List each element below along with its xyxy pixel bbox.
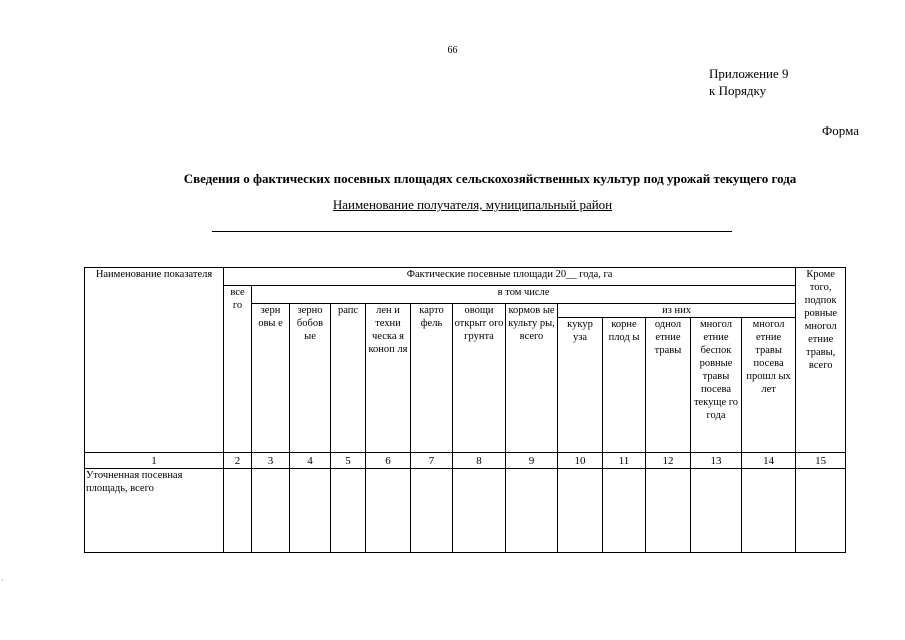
table-cell[interactable]	[796, 469, 846, 553]
column-number: 9	[506, 453, 558, 469]
header-sub-perennial-current: многол етние беспок ровные травы посева текуще го года	[691, 318, 742, 453]
header-col-fodder: кормов ые культу ры, всего	[506, 304, 558, 453]
column-number: 12	[646, 453, 691, 469]
column-number: 5	[331, 453, 366, 469]
table-cell[interactable]	[331, 469, 366, 553]
table-cell[interactable]	[558, 469, 603, 553]
header-sub-perennial-past: многол етние травы посева прошл ых лет	[742, 318, 796, 453]
table-cell[interactable]	[411, 469, 453, 553]
column-number: 6	[366, 453, 411, 469]
header-col-rapeseed: рапс	[331, 304, 366, 453]
document-title: Сведения о фактических посевных площадях сельскохозяйственных культур под урожай текущего года	[183, 171, 797, 186]
form-label: Форма	[822, 123, 859, 138]
header-col-potato: карто фель	[411, 304, 453, 453]
table-row	[85, 469, 846, 553]
table-cell[interactable]	[742, 469, 796, 553]
corner-mark: ·	[1, 576, 4, 585]
column-number: 3	[252, 453, 290, 469]
recipient-label: Наименование получателя, муниципальный район	[332, 197, 613, 212]
column-number: 15	[796, 453, 846, 469]
column-number: 10	[558, 453, 603, 469]
sown-area-table	[84, 267, 846, 553]
row-label-refined-area: Уточненная посевная площадь, всего	[85, 469, 224, 553]
header-sub-annual-grass: однол етние травы	[646, 318, 691, 453]
header-sub-corn: кукур уза	[558, 318, 603, 453]
header-sub-root-crops: корне плод ы	[603, 318, 646, 453]
table-cell[interactable]	[603, 469, 646, 553]
annex-line-2: к Порядку	[709, 83, 767, 98]
header-col-vegetables: овощи открыт ого грунта	[453, 304, 506, 453]
column-number: 2	[224, 453, 252, 469]
header-total: все го	[224, 286, 252, 453]
header-extra-perennial: Кроме того, подпок ровные многол етние травы, всего	[796, 268, 846, 453]
column-number: 4	[290, 453, 331, 469]
header-including: в том числе	[252, 286, 796, 304]
table-cell[interactable]	[506, 469, 558, 553]
column-number: 13	[691, 453, 742, 469]
recipient-blank-line	[212, 231, 732, 232]
page-number: 66	[447, 45, 458, 56]
column-number: 8	[453, 453, 506, 469]
header-col-legumes: зерно бобов ые	[290, 304, 331, 453]
table-cell[interactable]	[224, 469, 252, 553]
column-number: 1	[85, 453, 224, 469]
table-cell[interactable]	[252, 469, 290, 553]
column-number: 11	[603, 453, 646, 469]
column-number: 14	[742, 453, 796, 469]
header-actual-sown-area: Фактические посевные площади 20__ года, га	[224, 268, 796, 286]
header-indicator-name: Наименование показателя	[85, 268, 224, 453]
table-cell[interactable]	[290, 469, 331, 553]
table-cell[interactable]	[366, 469, 411, 553]
header-col-grain: зерн овы е	[252, 304, 290, 453]
header-of-them: из них	[558, 304, 796, 318]
table-cell[interactable]	[453, 469, 506, 553]
column-number: 7	[411, 453, 453, 469]
table-cell[interactable]	[646, 469, 691, 553]
header-col-flax-hemp: лен и техни ческа я коноп ля	[366, 304, 411, 453]
table-cell[interactable]	[691, 469, 742, 553]
annex-line-1: Приложение 9	[709, 66, 789, 81]
